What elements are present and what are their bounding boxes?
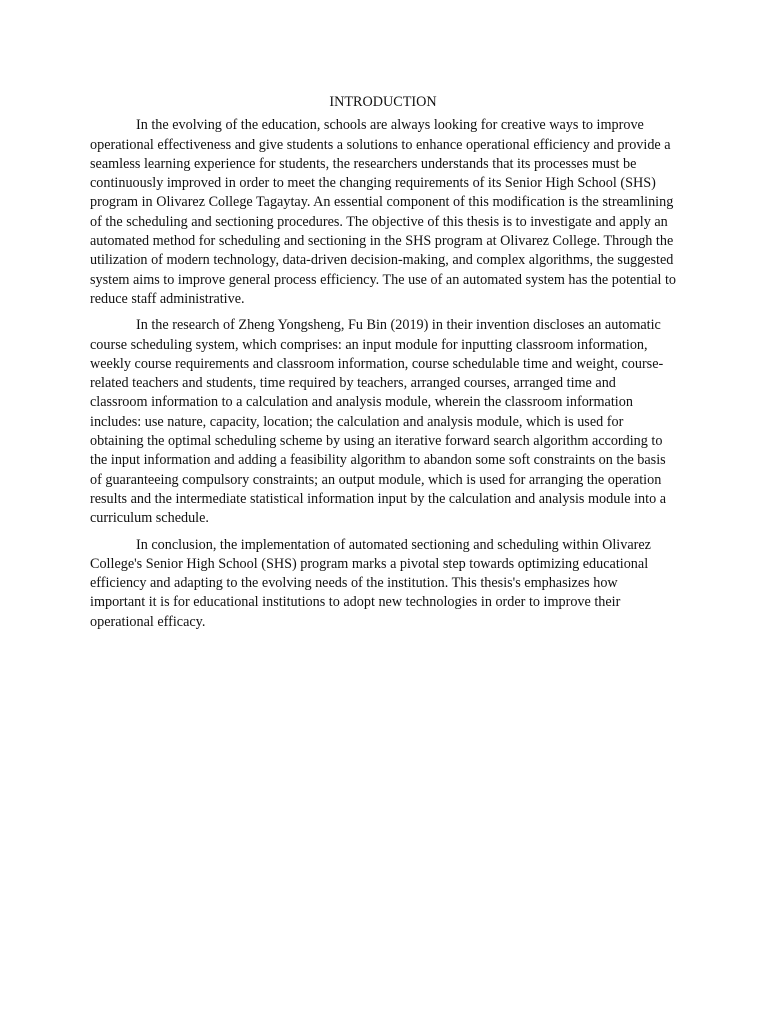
paragraph-conclusion: In conclusion, the implementation of automated sectioning and scheduling within Olivarez College's Senior High School (SHS) program marks a pivotal step towards optimizing educational efficiency and adapting to the evolving needs of the institution. This thesis's emphasizes how important it is for educational institutions to adopt new technologies in order to improve their operational efficacy. [90,536,651,630]
document-body [90,93,676,639]
paragraph-related-research: In the research of Zheng Yongsheng, Fu Bin (2019) in their invention discloses an automatic course scheduling system, which comprises: an input module for inputting classroom information, weekly course requirements and classroom information, course schedulable time and weight, course-related teachers and students, time required by teachers, arranged courses, arranged time and classroom information to a calculation and analysis module, wherein the classroom information includes: use nature, capacity, location; the calculation and analysis module, which is used for obtaining the optimal scheduling scheme by using an iterative forward search algorithm according to the input information and adding a feasibility algorithm to abandon some soft constraints on the basis of guaranteeing compulsory constraints; an output module, which is used for arranging the operation results and the intermediate statistical information input by the calculation and analysis module into a curriculum schedule. [90,317,667,527]
paragraph-intro: In the evolving of the education, schools are always looking for creative ways to improve operational effectiveness and give students a solutions to enhance operational efficiency and provide a seamless learning experience for students, the researchers understands that its processes must be continuously improved in order to meet the changing requirements of its Senior High School (SHS) program in Olivarez College Tagaytay. An essential component of this modification is the streamlining of the scheduling and sectioning procedures. The objective of this thesis is to investigate and apply an automated method for scheduling and sectioning in the SHS program at Olivarez College. Through the utilization of modern technology, data-driven decision-making, and complex algorithms, the suggested system aims to improve general process efficiency. The use of an automated system has the potential to reduce staff administrative. [90,117,676,307]
section-title: INTRODUCTION [329,94,437,110]
